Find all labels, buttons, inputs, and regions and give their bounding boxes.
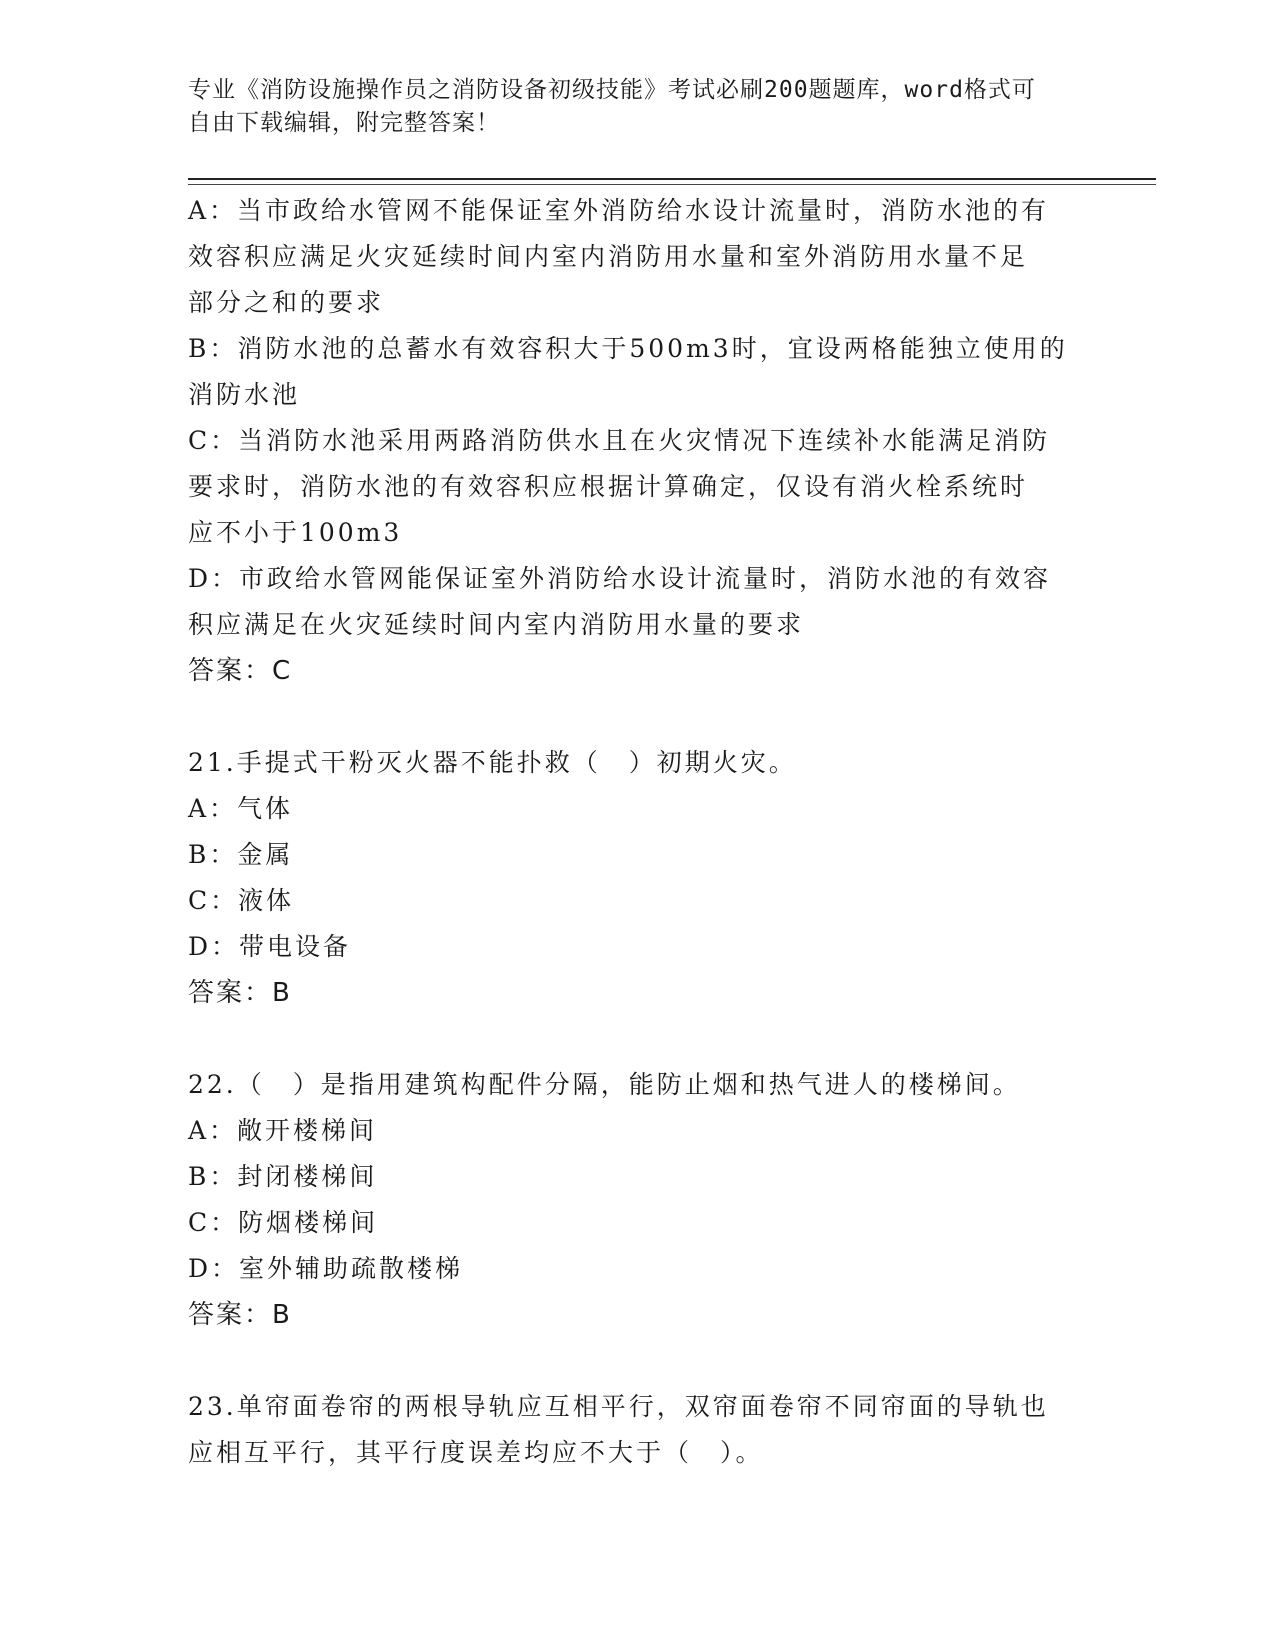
option-a: A：气体 (188, 794, 294, 823)
header-divider-thick (188, 178, 1156, 180)
option-line: 要求时，消防水池的有效容积应根据计算确定，仅设有消火栓系统时 (188, 472, 1029, 501)
spacer (188, 694, 1078, 740)
option-line: 积应满足在火灾延续时间内室内消防用水量的要求 (188, 610, 805, 639)
option-a: A：敞开楼梯间 (188, 1116, 378, 1145)
spacer (188, 1016, 1078, 1062)
option-c: C：液体 (188, 886, 295, 915)
header-divider-thin (188, 184, 1156, 185)
option-line: D：市政给水管网能保证室外消防给水设计流量时，消防水池的有效容 (188, 564, 1052, 593)
header-title-line-2: 自由下载编辑，附完整答案！ (188, 110, 500, 136)
option-line: B：消防水池的总蓄水有效容积大于500m3时，宜设两格能独立使用的 (188, 334, 1068, 363)
question-text: 21.手提式干粉灭火器不能扑救（ ）初期火灾。 (188, 748, 797, 777)
option-d: D：带电设备 (188, 932, 352, 961)
question-22 (188, 1062, 1078, 1338)
question-text: 应相互平行，其平行度误差均应不大于（ ）。 (188, 1438, 764, 1467)
option-line: 应不小于100m3 (188, 518, 403, 547)
document-header (188, 74, 1068, 140)
spacer (188, 1338, 1078, 1384)
option-line: A：当市政给水管网不能保证室外消防给水设计流量时，消防水池的有 (188, 196, 1050, 225)
option-b: B：封闭楼梯间 (188, 1162, 378, 1191)
option-line: 消防水池 (188, 380, 301, 409)
header-title-line-1: 专业《消防设施操作员之消防设备初级技能》考试必刷200题题库，word格式可 (188, 77, 1036, 103)
answer-label: 答案：C (188, 656, 293, 686)
question-21 (188, 740, 1078, 1016)
question-text: 23.单帘面卷帘的两根导轨应互相平行，双帘面卷帘不同帘面的导轨也 (188, 1392, 1049, 1421)
answer-label: 答案：B (188, 978, 292, 1008)
option-line: 部分之和的要求 (188, 288, 385, 317)
question-20-options (188, 188, 1078, 694)
option-b: B：金属 (188, 840, 294, 869)
question-content (188, 188, 1078, 1476)
option-line: C：当消防水池采用两路消防供水且在火灾情况下连续补水能满足消防 (188, 426, 1051, 455)
question-text: 22.（ ）是指用建筑构配件分隔，能防止烟和热气进人的楼梯间。 (188, 1070, 1021, 1099)
option-d: D：室外辅助疏散楼梯 (188, 1254, 464, 1283)
answer-label: 答案：B (188, 1300, 292, 1330)
option-line: 效容积应满足火灾延续时间内室内消防用水量和室外消防用水量不足 (188, 242, 1029, 271)
question-23 (188, 1384, 1078, 1476)
option-c: C：防烟楼梯间 (188, 1208, 379, 1237)
